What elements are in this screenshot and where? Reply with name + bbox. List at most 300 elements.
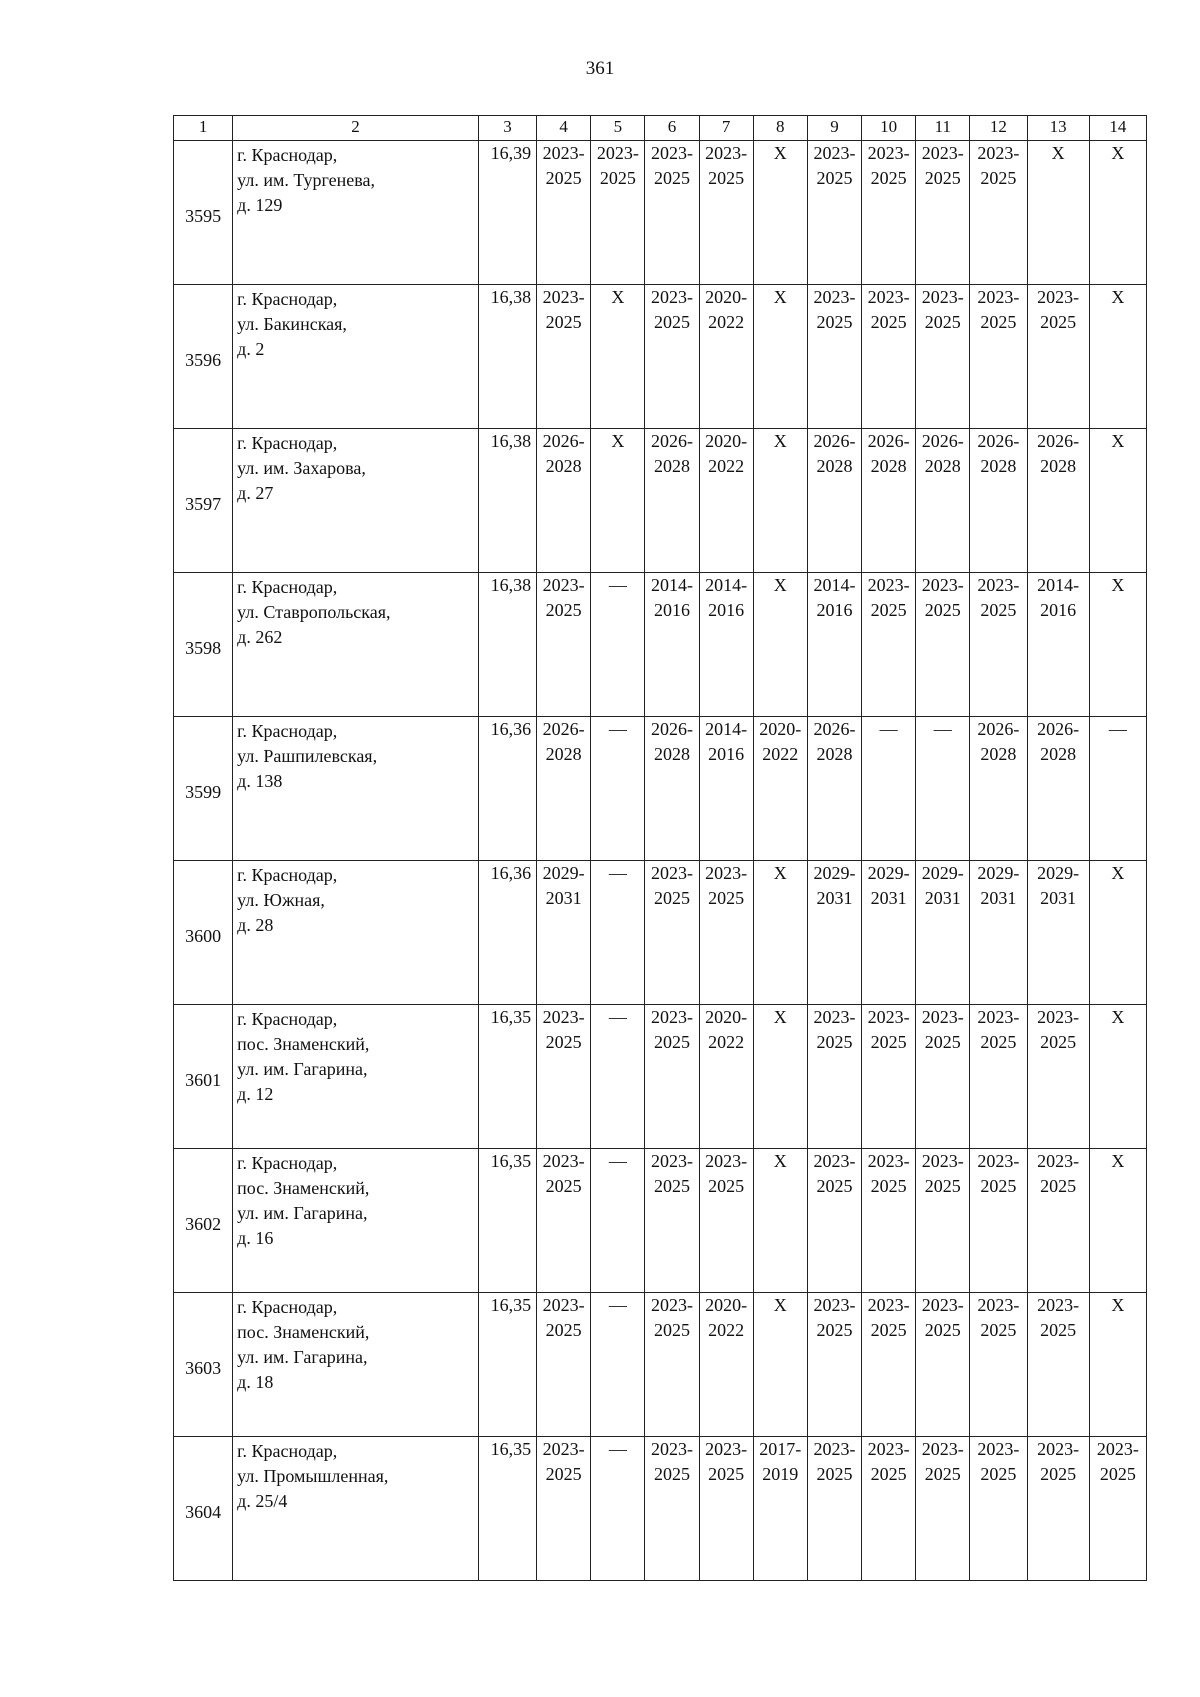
term-value: 2023- 2025	[542, 1439, 585, 1484]
term-value: 2029- 2031	[542, 863, 585, 908]
term-value: 2023- 2025	[977, 1007, 1020, 1052]
term-value: 2029- 2031	[977, 863, 1020, 908]
term-value: 2026- 2028	[977, 719, 1020, 764]
term-cell-col-10	[862, 861, 916, 1005]
term-cell-col-7	[699, 1005, 753, 1149]
term-cell-col-4	[537, 429, 591, 573]
term-value: 2023- 2025	[1037, 1439, 1080, 1484]
term-value: 2023- 2025	[705, 1439, 748, 1484]
term-value: 2023- 2025	[867, 143, 910, 188]
term-cell-col-5	[591, 429, 645, 573]
area-cell: 16,38	[478, 429, 536, 573]
term-cell-col-13	[1027, 1149, 1089, 1293]
term-cell-col-12	[970, 1293, 1027, 1437]
address-line: ул. им. Гагарина,	[237, 1203, 368, 1223]
address-line: д. 27	[237, 483, 274, 503]
address-cell	[233, 717, 479, 861]
term-cell-col-10	[862, 1005, 916, 1149]
table-row	[174, 1437, 1147, 1581]
term-cell-col-6	[645, 1149, 699, 1293]
term-value: 2014- 2016	[705, 719, 748, 764]
term-value: Х	[1111, 143, 1125, 163]
term-value: 2023- 2025	[867, 287, 910, 332]
term-value: —	[1108, 719, 1127, 739]
term-cell-col-13	[1027, 573, 1089, 717]
term-cell-col-6	[645, 285, 699, 429]
address-cell	[233, 1293, 479, 1437]
term-value: 2023- 2025	[813, 287, 856, 332]
address-cell	[233, 573, 479, 717]
area-cell: 16,36	[478, 861, 536, 1005]
row-number: 3600	[174, 861, 233, 1005]
area-cell: 16,38	[478, 285, 536, 429]
term-value: 2023- 2025	[921, 287, 964, 332]
term-value: 2023- 2025	[705, 143, 748, 188]
table-row	[174, 429, 1147, 573]
term-value: 2023- 2025	[650, 1439, 693, 1484]
address-line: пос. Знаменский,	[237, 1322, 370, 1342]
term-cell-col-7	[699, 861, 753, 1005]
term-value: 2026- 2028	[867, 431, 910, 476]
address-line: ул. им. Тургенева,	[237, 170, 375, 190]
term-cell-col-12	[970, 717, 1027, 861]
term-cell-col-11	[916, 1005, 970, 1149]
term-cell-col-4	[537, 1005, 591, 1149]
term-cell-col-11	[916, 429, 970, 573]
row-number: 3598	[174, 573, 233, 717]
term-value: 2029- 2031	[813, 863, 856, 908]
area-cell: 16,35	[478, 1437, 536, 1581]
term-value: 2023- 2025	[813, 1007, 856, 1052]
address-line: г. Краснодар,	[237, 145, 338, 165]
term-value: 2020- 2022	[705, 1295, 748, 1340]
column-number-4: 4	[537, 116, 591, 141]
term-value: 2023- 2025	[921, 143, 964, 188]
term-value: 2023- 2025	[542, 143, 585, 188]
term-value: 2023- 2025	[650, 287, 693, 332]
table-row	[174, 861, 1147, 1005]
address-line: г. Краснодар,	[237, 289, 338, 309]
term-cell-col-14	[1089, 717, 1146, 861]
term-value: 2023- 2025	[921, 1007, 964, 1052]
term-cell-col-5	[591, 861, 645, 1005]
area-cell: 16,38	[478, 573, 536, 717]
address-line: г. Краснодар,	[237, 433, 338, 453]
term-value: 2023- 2025	[977, 1151, 1020, 1196]
area-cell: 16,36	[478, 717, 536, 861]
term-value: Х	[773, 1007, 787, 1027]
term-cell-col-11	[916, 573, 970, 717]
term-cell-col-5	[591, 285, 645, 429]
term-value: Х	[773, 143, 787, 163]
term-cell-col-12	[970, 285, 1027, 429]
term-value: 2023- 2025	[650, 1295, 693, 1340]
column-number-12: 12	[970, 116, 1027, 141]
address-line: г. Краснодар,	[237, 577, 338, 597]
term-value: 2014- 2016	[705, 575, 748, 620]
term-cell-col-4	[537, 1293, 591, 1437]
term-value: 2023- 2025	[813, 143, 856, 188]
term-cell-col-10	[862, 1437, 916, 1581]
term-cell-col-14	[1089, 1149, 1146, 1293]
term-value: —	[608, 1439, 627, 1459]
term-value: 2029- 2031	[1037, 863, 1080, 908]
term-cell-col-8	[753, 861, 807, 1005]
term-value: Х	[773, 287, 787, 307]
term-value: 2026- 2028	[921, 431, 964, 476]
term-cell-col-14	[1089, 141, 1146, 285]
term-cell-col-9	[807, 429, 861, 573]
term-cell-col-14	[1089, 429, 1146, 573]
term-value: Х	[611, 431, 625, 451]
column-number-7: 7	[699, 116, 753, 141]
term-cell-col-5	[591, 573, 645, 717]
term-cell-col-7	[699, 1293, 753, 1437]
term-value: Х	[773, 1295, 787, 1315]
term-value: 2023- 2025	[542, 1295, 585, 1340]
term-value: 2020- 2022	[705, 1007, 748, 1052]
term-cell-col-13	[1027, 1293, 1089, 1437]
column-number-9: 9	[807, 116, 861, 141]
row-number: 3599	[174, 717, 233, 861]
address-cell	[233, 285, 479, 429]
term-cell-col-4	[537, 285, 591, 429]
term-cell-col-12	[970, 141, 1027, 285]
term-value: 2023- 2025	[977, 143, 1020, 188]
term-value: 2023- 2025	[596, 143, 639, 188]
term-value: 2026- 2028	[813, 719, 856, 764]
term-value: Х	[1111, 431, 1125, 451]
address-line: ул. Рашпилевская,	[237, 746, 378, 766]
term-cell-col-11	[916, 861, 970, 1005]
term-value: 2026- 2028	[1037, 431, 1080, 476]
term-value: —	[608, 1007, 627, 1027]
term-value: —	[608, 719, 627, 739]
term-cell-col-5	[591, 1005, 645, 1149]
term-value: 2023- 2025	[1096, 1439, 1139, 1484]
column-number-11: 11	[916, 116, 970, 141]
term-value: 2023- 2025	[813, 1439, 856, 1484]
table-row	[174, 1149, 1147, 1293]
register-table	[173, 115, 1147, 1581]
term-cell-col-6	[645, 717, 699, 861]
term-cell-col-8	[753, 573, 807, 717]
area-cell: 16,39	[478, 141, 536, 285]
term-value: 2023- 2025	[867, 1151, 910, 1196]
term-cell-col-10	[862, 285, 916, 429]
term-value: 2029- 2031	[867, 863, 910, 908]
term-value: 2023- 2025	[705, 1151, 748, 1196]
term-cell-col-8	[753, 1005, 807, 1149]
term-value: 2023- 2025	[1037, 1007, 1080, 1052]
term-cell-col-9	[807, 717, 861, 861]
term-cell-col-6	[645, 141, 699, 285]
term-value: 2014- 2016	[1037, 575, 1080, 620]
term-cell-col-14	[1089, 1293, 1146, 1437]
term-cell-col-13	[1027, 1437, 1089, 1581]
term-cell-col-8	[753, 1149, 807, 1293]
term-value: 2023- 2025	[921, 1151, 964, 1196]
column-number-13: 13	[1027, 116, 1089, 141]
term-value: 2026- 2028	[1037, 719, 1080, 764]
term-value: 2023- 2025	[542, 287, 585, 332]
row-number: 3602	[174, 1149, 233, 1293]
term-cell-col-14	[1089, 1005, 1146, 1149]
address-cell	[233, 861, 479, 1005]
address-line: ул. Промышленная,	[237, 1466, 389, 1486]
term-cell-col-6	[645, 861, 699, 1005]
address-cell	[233, 141, 479, 285]
table-row	[174, 285, 1147, 429]
term-cell-col-13	[1027, 285, 1089, 429]
term-value: Х	[773, 1151, 787, 1171]
term-cell-col-4	[537, 141, 591, 285]
address-line: ул. Южная,	[237, 890, 325, 910]
term-cell-col-14	[1089, 1437, 1146, 1581]
address-line: г. Краснодар,	[237, 1441, 338, 1461]
term-cell-col-12	[970, 1437, 1027, 1581]
term-value: 2023- 2025	[867, 575, 910, 620]
term-cell-col-9	[807, 861, 861, 1005]
term-cell-col-12	[970, 429, 1027, 573]
term-value: 2023- 2025	[867, 1439, 910, 1484]
row-number: 3596	[174, 285, 233, 429]
table-row	[174, 1293, 1147, 1437]
term-value: Х	[1111, 863, 1125, 883]
term-value: Х	[1111, 575, 1125, 595]
address-line: д. 25/4	[237, 1491, 288, 1511]
area-cell: 16,35	[478, 1149, 536, 1293]
term-cell-col-5	[591, 141, 645, 285]
area-cell: 16,35	[478, 1005, 536, 1149]
table-row	[174, 141, 1147, 285]
address-line: г. Краснодар,	[237, 865, 338, 885]
column-number-3: 3	[478, 116, 536, 141]
term-cell-col-4	[537, 1149, 591, 1293]
term-cell-col-12	[970, 1149, 1027, 1293]
term-value: Х	[1111, 1007, 1125, 1027]
term-value: 2023- 2025	[921, 1295, 964, 1340]
term-value: —	[879, 719, 898, 739]
address-line: д. 2	[237, 339, 265, 359]
term-value: 2014- 2016	[650, 575, 693, 620]
term-value: Х	[611, 287, 625, 307]
term-value: 2026- 2028	[650, 719, 693, 764]
term-cell-col-10	[862, 573, 916, 717]
term-value: 2023- 2025	[813, 1295, 856, 1340]
address-cell	[233, 1005, 479, 1149]
term-value: 2026- 2028	[542, 431, 585, 476]
term-value: Х	[773, 575, 787, 595]
term-value: —	[608, 575, 627, 595]
term-cell-col-10	[862, 141, 916, 285]
term-cell-col-4	[537, 717, 591, 861]
term-value: Х	[1111, 1151, 1125, 1171]
table-row	[174, 1005, 1147, 1149]
term-cell-col-13	[1027, 861, 1089, 1005]
address-line: ул. Бакинская,	[237, 314, 347, 334]
address-cell	[233, 429, 479, 573]
term-cell-col-7	[699, 1149, 753, 1293]
term-value: 2023- 2025	[813, 1151, 856, 1196]
term-value: 2023- 2025	[1037, 287, 1080, 332]
term-cell-col-5	[591, 717, 645, 861]
term-value: 2014- 2016	[813, 575, 856, 620]
term-value: 2023- 2025	[977, 287, 1020, 332]
address-line: ул. им. Гагарина,	[237, 1347, 368, 1367]
term-cell-col-10	[862, 717, 916, 861]
address-line: д. 138	[237, 771, 283, 791]
term-value: 2023- 2025	[650, 143, 693, 188]
term-cell-col-9	[807, 1149, 861, 1293]
column-number-6: 6	[645, 116, 699, 141]
address-line: пос. Знаменский,	[237, 1178, 370, 1198]
term-value: 2023- 2025	[650, 1151, 693, 1196]
column-number-2: 2	[233, 116, 479, 141]
table-body	[174, 141, 1147, 1581]
term-cell-col-13	[1027, 717, 1089, 861]
term-value: 2020- 2022	[705, 431, 748, 476]
term-cell-col-8	[753, 141, 807, 285]
term-cell-col-14	[1089, 573, 1146, 717]
term-cell-col-12	[970, 861, 1027, 1005]
term-cell-col-5	[591, 1149, 645, 1293]
term-cell-col-8	[753, 1437, 807, 1581]
term-value: 2023- 2025	[542, 1007, 585, 1052]
address-line: д. 28	[237, 915, 274, 935]
address-line: г. Краснодар,	[237, 1009, 338, 1029]
term-cell-col-7	[699, 141, 753, 285]
term-value: 2023- 2025	[977, 1439, 1020, 1484]
term-cell-col-7	[699, 285, 753, 429]
term-value: Х	[1111, 287, 1125, 307]
area-cell: 16,35	[478, 1293, 536, 1437]
term-value: 2026- 2028	[542, 719, 585, 764]
term-value: 2017- 2019	[759, 1439, 802, 1484]
address-line: д. 129	[237, 195, 283, 215]
term-cell-col-11	[916, 1149, 970, 1293]
term-value: —	[608, 863, 627, 883]
address-line: д. 16	[237, 1228, 274, 1248]
term-cell-col-14	[1089, 861, 1146, 1005]
term-value: 2023- 2025	[1037, 1295, 1080, 1340]
column-number-5: 5	[591, 116, 645, 141]
term-value: 2023- 2025	[977, 1295, 1020, 1340]
term-value: Х	[1111, 1295, 1125, 1315]
term-cell-col-13	[1027, 1005, 1089, 1149]
address-line: г. Краснодар,	[237, 721, 338, 741]
term-cell-col-4	[537, 573, 591, 717]
term-value: Х	[1051, 143, 1065, 163]
term-value: 2026- 2028	[813, 431, 856, 476]
term-cell-col-5	[591, 1437, 645, 1581]
term-cell-col-6	[645, 1293, 699, 1437]
term-cell-col-6	[645, 1005, 699, 1149]
row-number: 3604	[174, 1437, 233, 1581]
term-cell-col-13	[1027, 141, 1089, 285]
term-value: Х	[773, 431, 787, 451]
term-cell-col-4	[537, 1437, 591, 1581]
address-line: д. 18	[237, 1372, 274, 1392]
term-value: 2023- 2025	[1037, 1151, 1080, 1196]
term-cell-col-7	[699, 429, 753, 573]
row-number: 3597	[174, 429, 233, 573]
address-cell	[233, 1149, 479, 1293]
row-number: 3601	[174, 1005, 233, 1149]
term-cell-col-8	[753, 429, 807, 573]
term-cell-col-7	[699, 717, 753, 861]
term-value: 2026- 2028	[977, 431, 1020, 476]
term-cell-col-7	[699, 573, 753, 717]
term-value: 2020- 2022	[759, 719, 802, 764]
page-number: 361	[585, 58, 615, 79]
table-row	[174, 717, 1147, 861]
term-cell-col-10	[862, 429, 916, 573]
term-cell-col-13	[1027, 429, 1089, 573]
column-number-14: 14	[1089, 116, 1146, 141]
term-value: 2023- 2025	[921, 575, 964, 620]
term-value: 2023- 2025	[542, 575, 585, 620]
term-cell-col-8	[753, 285, 807, 429]
row-number: 3595	[174, 141, 233, 285]
term-cell-col-11	[916, 285, 970, 429]
term-cell-col-11	[916, 141, 970, 285]
term-cell-col-6	[645, 573, 699, 717]
address-line: д. 262	[237, 627, 283, 647]
term-cell-col-8	[753, 1293, 807, 1437]
address-line: ул. Ставропольская,	[237, 602, 391, 622]
term-value: 2023- 2025	[921, 1439, 964, 1484]
term-value: 2023- 2025	[650, 863, 693, 908]
term-cell-col-6	[645, 1437, 699, 1581]
term-cell-col-9	[807, 141, 861, 285]
term-cell-col-9	[807, 1293, 861, 1437]
row-number: 3603	[174, 1293, 233, 1437]
term-cell-col-7	[699, 1437, 753, 1581]
term-cell-col-12	[970, 1005, 1027, 1149]
term-cell-col-12	[970, 573, 1027, 717]
address-line: г. Краснодар,	[237, 1153, 338, 1173]
column-number-8: 8	[753, 116, 807, 141]
term-cell-col-5	[591, 1293, 645, 1437]
address-cell	[233, 1437, 479, 1581]
term-cell-col-8	[753, 717, 807, 861]
term-cell-col-10	[862, 1149, 916, 1293]
term-cell-col-6	[645, 429, 699, 573]
term-value: 2026- 2028	[650, 431, 693, 476]
term-cell-col-4	[537, 861, 591, 1005]
address-line: пос. Знаменский,	[237, 1034, 370, 1054]
column-number-1: 1	[174, 116, 233, 141]
address-line: ул. им. Захарова,	[237, 458, 366, 478]
column-number-row	[174, 116, 1147, 141]
address-line: д. 12	[237, 1084, 274, 1104]
term-value: Х	[773, 863, 787, 883]
term-cell-col-9	[807, 1005, 861, 1149]
term-value: —	[608, 1295, 627, 1315]
term-value: 2023- 2025	[542, 1151, 585, 1196]
term-cell-col-10	[862, 1293, 916, 1437]
term-cell-col-14	[1089, 285, 1146, 429]
table-row	[174, 573, 1147, 717]
term-value: 2023- 2025	[977, 575, 1020, 620]
term-value: —	[933, 719, 952, 739]
term-cell-col-11	[916, 1437, 970, 1581]
address-line: ул. им. Гагарина,	[237, 1059, 368, 1079]
term-cell-col-11	[916, 717, 970, 861]
term-cell-col-9	[807, 573, 861, 717]
term-cell-col-9	[807, 285, 861, 429]
